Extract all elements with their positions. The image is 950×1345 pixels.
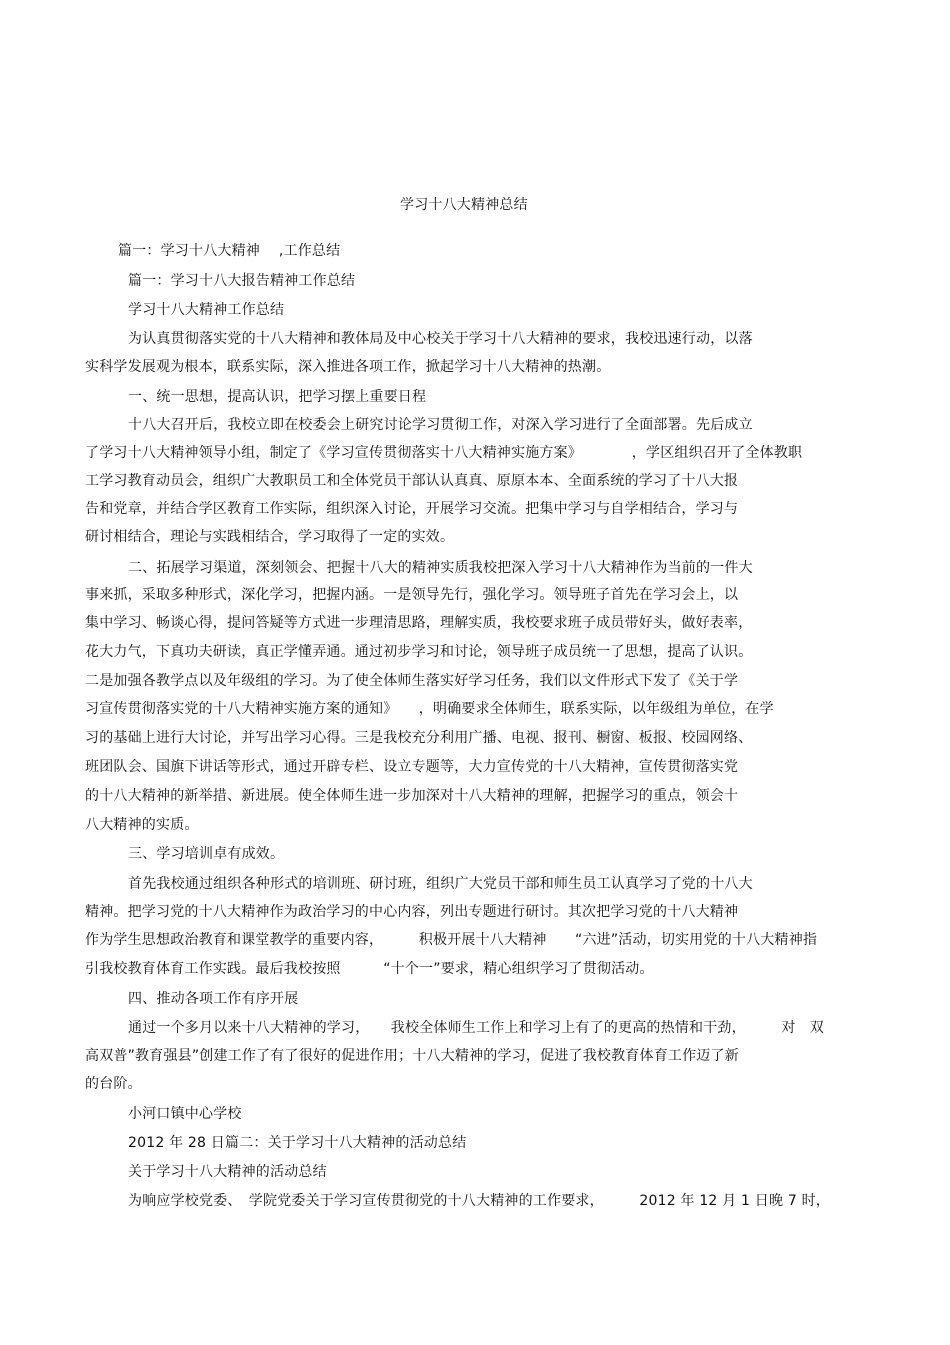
text-line: 了学习十八大精神领导小组，制定了《学习宣传贯彻落实十八大精神实施方案》 ，学区组织召开了全体教职 [85, 445, 803, 461]
text-line: 工学习教育动员会，组织广大教职员工和全体党员干部认认真真、原原本本、全面系统的学习了十八大报 [85, 473, 739, 489]
text-line: 首先我校通过组织各种形式的培训班、研讨班，组织广大党员干部和师生员工认真学习了党的十八大 [128, 876, 753, 892]
text-line: 高双普”教育强县”创建工作了有了很好的促进作用；十八大精神的学习，促进了我校教育体育工作迈了新 [85, 1048, 739, 1064]
text-line: 为认真贯彻落实党的十八大精神和教体局及中心校关于学习十八大精神的要求，我校迅速行动，以落 [128, 331, 753, 347]
text-line: 四、推动各项工作有序开展 [128, 991, 299, 1007]
text-line: 2012 年 28 日篇二：关于学习十八大精神的活动总结 [128, 1135, 467, 1151]
text-line: 作为学生思想政治教育和课堂教学的重要内容， 积极开展十八大精神 “六进”活动，切实用党的十八大精神指 [85, 932, 818, 948]
text-line: 为响应学校党委、 学院党委关于学习宣传贯彻党的十八大精神的工作要求， 2012 年 12 月 1 日晚 7 时， [128, 1193, 831, 1209]
text-line: 习的基础上进行大讨论，并写出学习心得。三是我校充分利用广播、电视、报刊、橱窗、板报、校园网络、 [85, 730, 753, 746]
text-line: 精神。把学习党的十八大精神作为政治学习的中心内容，列出专题进行研讨。其次把学习党的十八大精神 [85, 904, 739, 920]
text-line: 研讨相结合，理论与实践相结合，学习取得了一定的实效。 [85, 529, 455, 545]
text-line: 习宣传贯彻落实党的十八大精神实施方案的通知》 ，明确要求全体师生，联系实际，以年级组为单位，在学 [85, 701, 774, 717]
text-line: 篇一：学习十八大报告精神工作总结 [128, 273, 356, 289]
text-line: 八大精神的实质。 [85, 817, 199, 833]
text-line: 三、学习培训卓有成效。 [128, 846, 285, 862]
text-line: 关于学习十八大精神的活动总结 [128, 1164, 327, 1180]
text-line: 集中学习、畅谈心得，提问答疑等方式进一步理清思路，理解实质，我校要求班子成员带好头，做好表率， [85, 615, 753, 631]
text-line: 十八大召开后，我校立即在校委会上研究讨论学习贯彻工作，对深入学习进行了全面部署。先后成立 [128, 417, 753, 433]
text-line: 事来抓，采取多种形式，深化学习，把握内涵。一是领导先行，强化学习。领导班子首先在学习会上，以 [85, 587, 739, 603]
text-line: 引我校教育体育工作实践。最后我校按照 “十个一”要求，精心组织学习了贯彻活动。 [85, 961, 654, 977]
text-line: 的十八大精神的新举措、新进展。使全体师生进一步加深对十八大精神的理解，把握学习的重点，领会十 [85, 788, 739, 804]
text-line: 班团队会、国旗下讲话等形式，通过开辟专栏、设立专题等，大力宣传党的十八大精神，宣传贯彻落实党 [85, 759, 739, 775]
text-line: 二是加强各教学点以及年级组的学习。为了使全体师生落实好学习任务，我们以文件形式下发了《关于学 [85, 673, 739, 689]
text-line: 一、统一思想，提高认识，把学习摆上重要日程 [128, 389, 427, 405]
text-line: 篇一：学习十八大精神 ,工作总结 [118, 243, 341, 259]
text-line: 告和党章，并结合学区教育工作实际，组织深入讨论，开展学习交流。把集中学习与自学相结合，学习与 [85, 501, 739, 517]
text-line: 小河口镇中心学校 [128, 1106, 242, 1122]
text-line: 二、拓展学习渠道，深刻领会、把握十八大的精神实质我校把深入学习十八大精神作为当前的一件大 [128, 560, 753, 576]
text-line: 花大力气，下真功夫研读，真正学懂弄通。通过初步学习和讨论，领导班子成员统一了思想，提高了认识。 [85, 644, 753, 660]
text-line: 学习十八大精神工作总结 [128, 302, 285, 318]
text-line: 通过一个多月以来十八大精神的学习， 我校全体师生工作上和学习上有了的更高的热情和干劲， 对 双 [128, 1020, 824, 1036]
text-line: 的台阶。 [85, 1076, 142, 1092]
document-title: 学习十八大精神总结 [400, 197, 528, 213]
text-line: 实科学发展观为根本，联系实际，深入推进各项工作，掀起学习十八大精神的热潮。 [85, 359, 611, 375]
